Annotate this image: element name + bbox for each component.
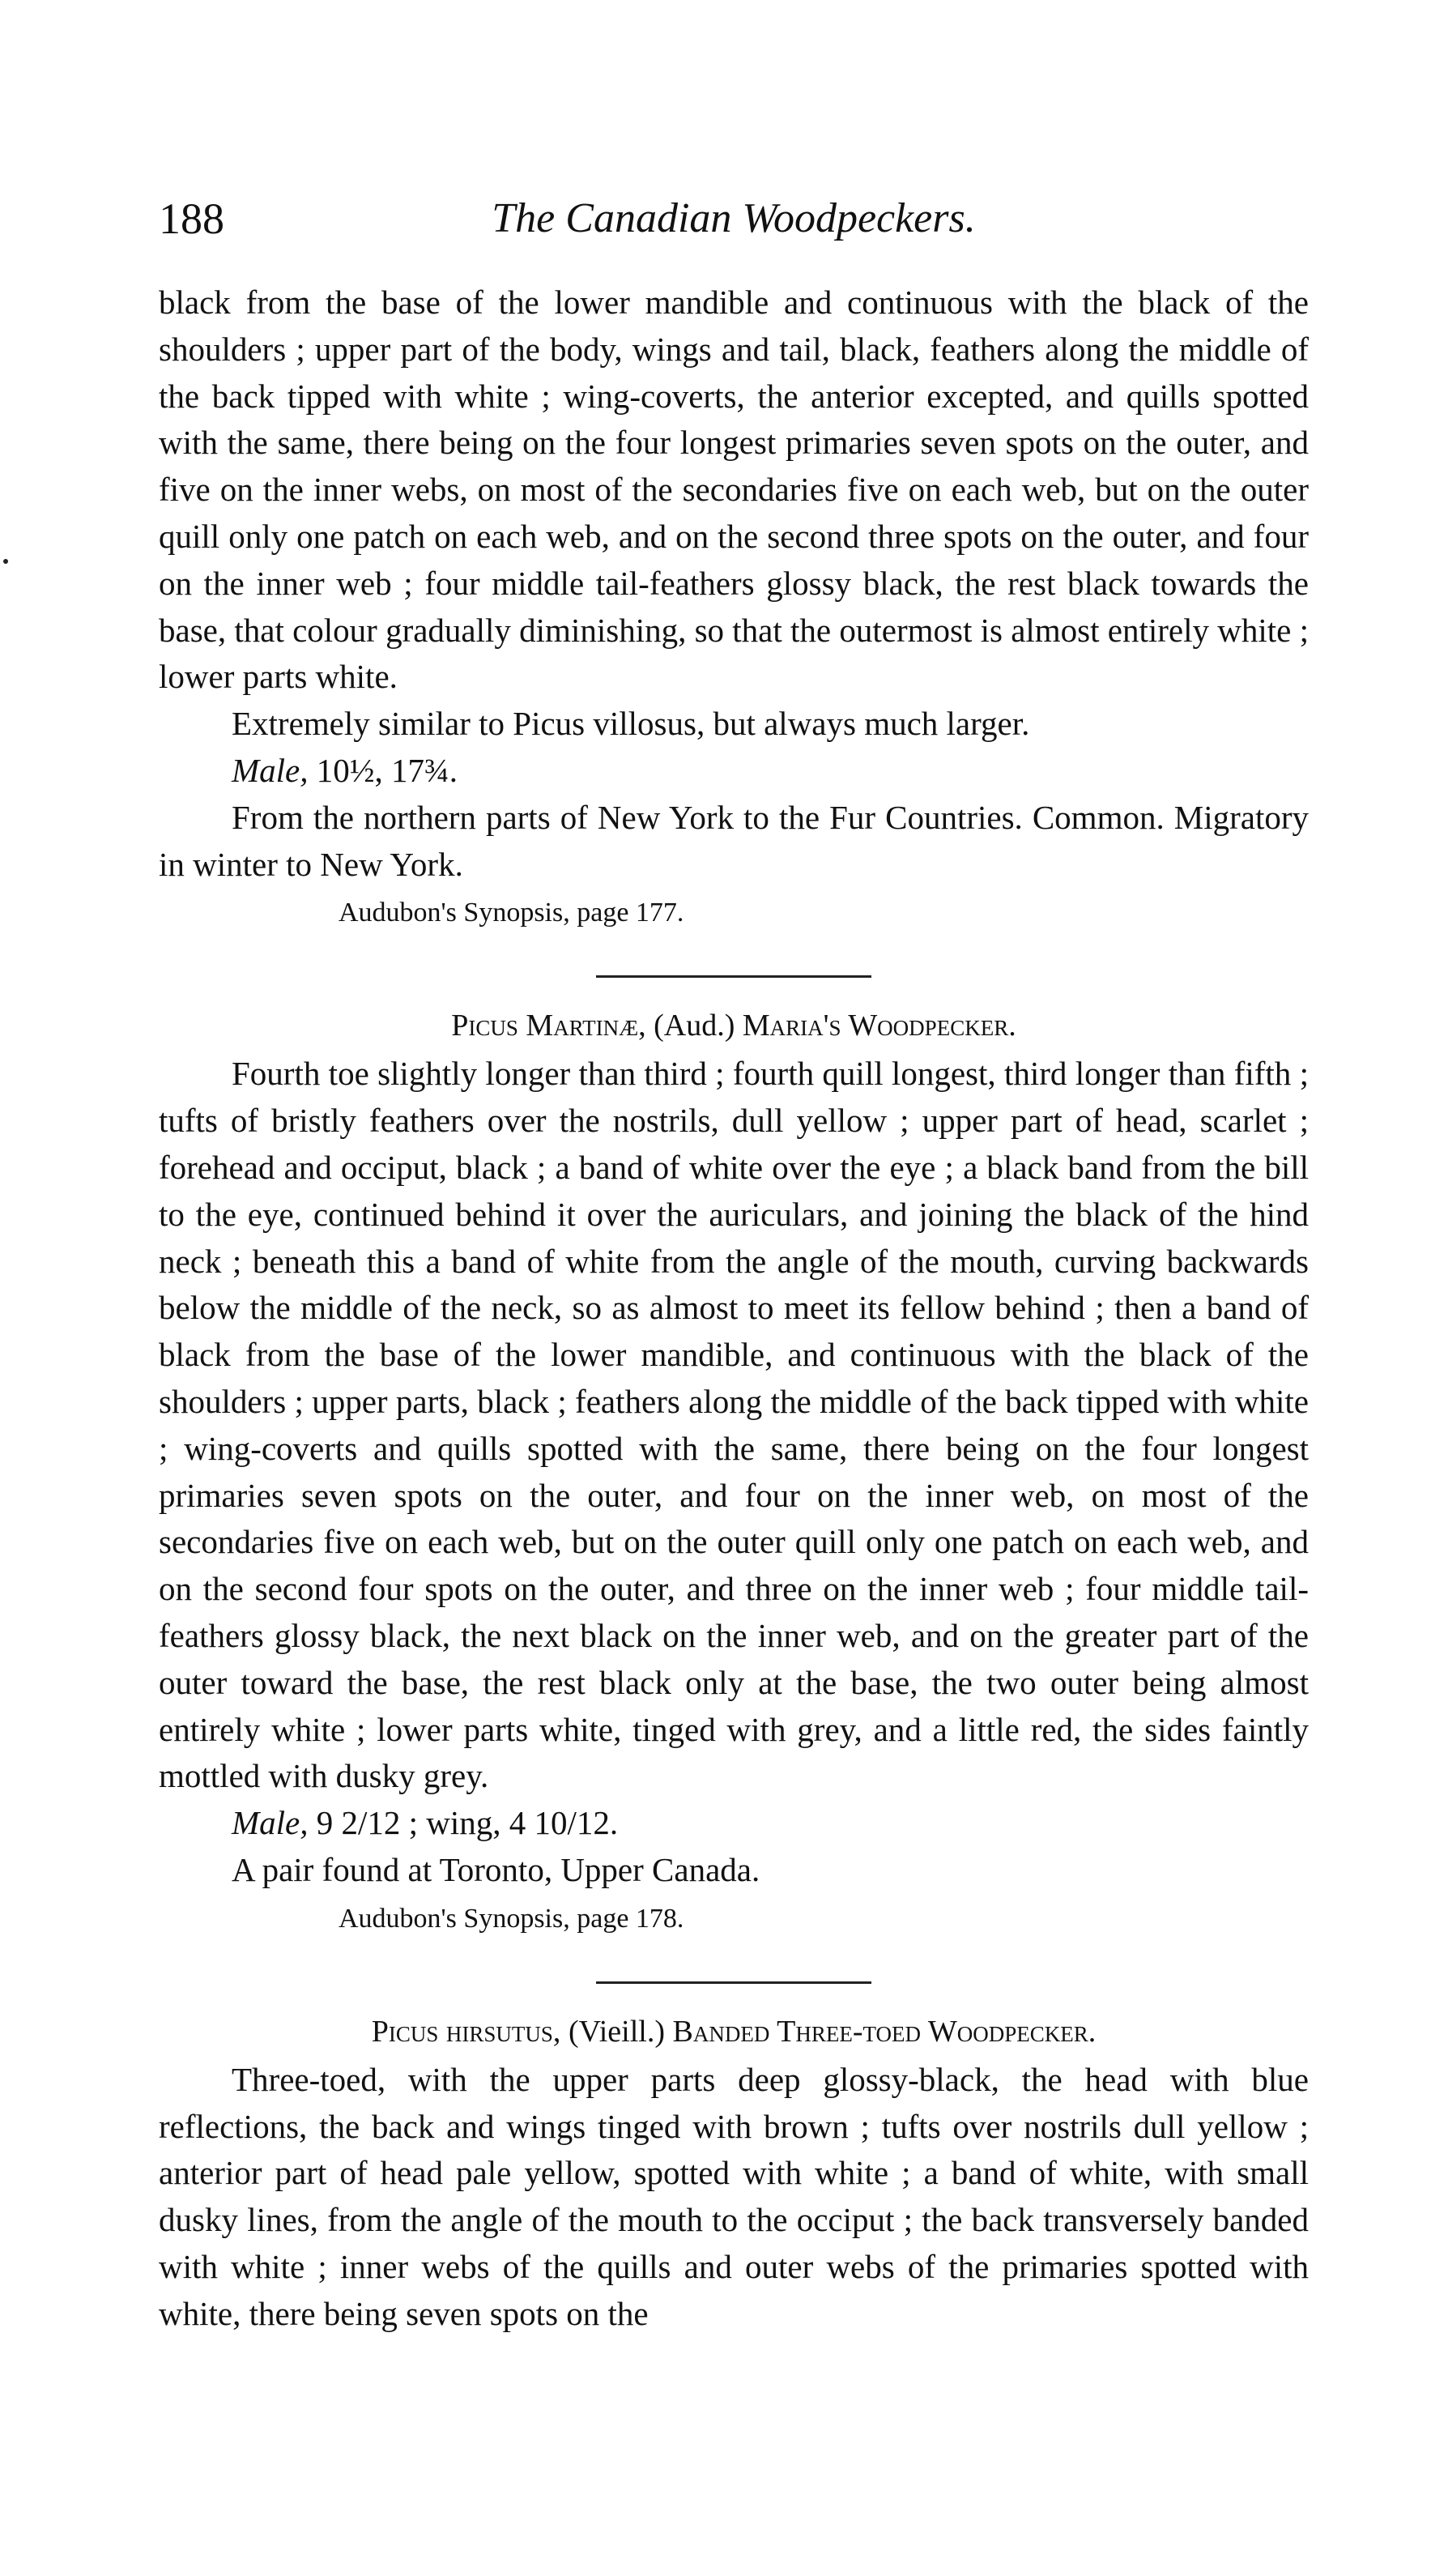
- similarity-note: Extremely similar to Picus villosus, but always much larger.: [232, 705, 1030, 743]
- male-measurements: [159, 1800, 1309, 1847]
- male-measure-value: 10½, 17¾.: [316, 751, 458, 789]
- page-body: [159, 279, 1309, 2337]
- locality-note: A pair found at Toronto, Upper Canada.: [232, 1850, 760, 1888]
- species-authority: (Aud.): [654, 1009, 735, 1043]
- species-description: Fourth toe slightly longer than third ; fourth quill longest, third longer than fifth ; tufts of bristly feathers over the nostrils, dull yellow ; upper part of head, scarlet ; forehead and occiput, black ; a band of white over the eye ; a black band from the bill to the eye, continued behind it over the auriculars, and joining the black of the hind neck ; beneath this a band of white from the angle of the mouth, curving backwards below the middle of the neck, so as almost to meet its fellow behind ; then a band of black from the base of the lower mandible, and continuous with the black of the shoulders ; upper parts, black ; feathers along the middle of the back tipped with white ; wing-coverts and quills spotted with the same, there being on the four longest primaries seven spots on the outer, and four on the inner web, on most of the secondaries five on each web, but on the outer quill only one patch on each web, and on the second four spots on the outer, and three on the inner web ; four middle tail-feathers glossy black, the next black on the inner web, and on the greater part of the outer toward the base, the rest black only at the base, the two outer being almost entirely white ; lower parts white, tinged with grey, and a little red, the sides faintly mottled with dusky grey.: [159, 1055, 1309, 1795]
- species-latin-name: Picus hirsutus,: [371, 2014, 561, 2049]
- margin-mark: [3, 559, 8, 564]
- section-divider: [596, 1981, 871, 1984]
- section-divider: [596, 975, 871, 978]
- male-label: Male,: [232, 751, 309, 789]
- species-latin-name: Picus Martinæ,: [451, 1009, 646, 1043]
- synopsis-reference: Audubon's Synopsis, page 178.: [339, 1903, 684, 1934]
- species-heading-martinae: [159, 1002, 1309, 1049]
- page-number: 188: [159, 194, 224, 243]
- continuation-paragraph: black from the base of the lower mandible and continuous with the black of the shoulders ; upper part of the body, wings and tail, black, feathers along the middle of the back tipped with white ; wing-coverts, the anterior excepted, and quills spotted with the same, there being on the four longest primaries seven spots on the outer, and five on the inner webs, on most of the secondaries five on each web, but on the outer quill only one patch on each web, and on the second three spots on the outer, and four on the inner web ; four middle tail-feathers glossy black, the rest black towards the base, that colour gradually diminishing, so that the outermost is almost entirely white ; lower parts white.: [159, 284, 1309, 696]
- male-measure-value: 9 2/12 ; wing, 4 10/12.: [316, 1804, 619, 1842]
- range-note: From the northern parts of New York to the Fur Countries. Common. Migratory in winter to New York.: [159, 798, 1309, 883]
- species-authority: (Vieill.): [568, 2014, 666, 2049]
- species-common-name: Maria's Woodpecker.: [742, 1009, 1016, 1043]
- male-measurements: [159, 748, 1309, 795]
- species-common-name: Banded Three-toed Woodpecker.: [672, 2014, 1097, 2049]
- male-label: Male,: [232, 1804, 309, 1842]
- page-header: [159, 194, 1309, 259]
- species-heading-hirsutus: [159, 2008, 1309, 2055]
- synopsis-reference: Audubon's Synopsis, page 177.: [339, 898, 684, 928]
- running-title: The Canadian Woodpeckers.: [492, 195, 976, 241]
- species-description: Three-toed, with the upper parts deep glossy-black, the head with blue reflections, the back and wings tinged with brown ; tufts over nostrils dull yellow ; anterior part of head pale yellow, spotted with white ; a band of white, with small dusky lines, from the angle of the mouth to the occiput ; the back transversely banded with white ; inner webs of the quills and outer webs of the primaries spotted with white, there being seven spots on the: [159, 2060, 1309, 2332]
